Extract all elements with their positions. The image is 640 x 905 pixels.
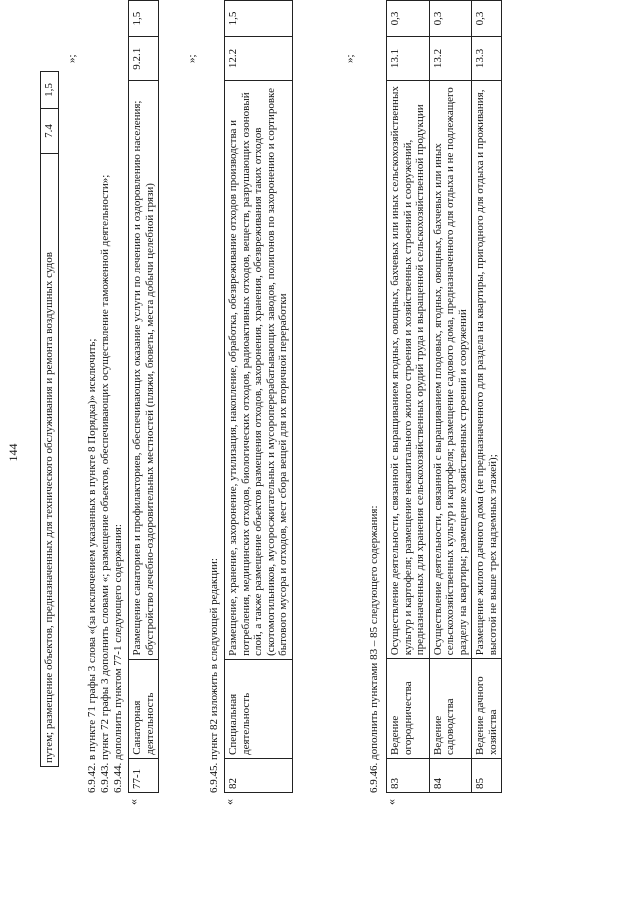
table-row bbox=[387, 1, 430, 793]
row-value: 1,5 bbox=[41, 72, 59, 109]
table-row bbox=[225, 1, 293, 793]
table-row bbox=[429, 1, 472, 793]
closing-quote: »; bbox=[66, 54, 78, 63]
row-name: Ведение садоводства bbox=[429, 659, 472, 759]
table-row bbox=[41, 72, 59, 767]
table-row bbox=[472, 1, 502, 793]
row-number: 83 bbox=[387, 759, 430, 793]
row-description: Осуществление деятельности, связанной с выращиванием плодовых, ягодных, овощных, бахчевых или иных сельскохозяйственных культур и картофеля; размещение садового дома, предназначенного для отдыха и не подлежащего разделу на квартиры; размещение хозяйственных строений и сооружений bbox=[429, 81, 472, 659]
opening-quote: « bbox=[384, 799, 398, 805]
opening-quote: « bbox=[222, 799, 236, 805]
table-83-85 bbox=[386, 0, 502, 793]
row-value: 0,3 bbox=[472, 1, 502, 37]
row-value: 1,5 bbox=[129, 1, 159, 37]
row-code: 7.4 bbox=[41, 109, 59, 154]
row-number: 77-1 bbox=[129, 758, 159, 792]
table-continuation bbox=[40, 71, 59, 767]
row-code: 13.2 bbox=[429, 37, 472, 81]
row-number: 82 bbox=[225, 759, 293, 793]
closing-quote: »; bbox=[186, 54, 198, 63]
table-82 bbox=[224, 0, 293, 793]
row-description: Осуществление деятельности, связанной с выращиванием ягодных, овощных, бахчевых или иных сельскохозяйственных культур и картофеля; размещение некапитального жилого строения и хозяйственных строений и сооружений, предназначенных для хранения сельскохозяйственных орудий труда и выращенной сельскохозяйственной продукции bbox=[387, 81, 430, 659]
row-description: путем; размещение объектов, предназначенных для технического обслуживания и ремонта воздушных судов bbox=[41, 154, 59, 767]
row-code: 12.2 bbox=[225, 37, 293, 81]
table-row bbox=[129, 1, 159, 793]
paragraph-6-9-42: 6.9.42. в пункте 71 графы 3 слова «(за исключением указанных в пункте 8 Порядка)» исключить; bbox=[86, 338, 98, 793]
closing-quote: »; bbox=[344, 54, 356, 63]
paragraph-6-9-45: 6.9.45. пункт 82 изложить в следующей редакции: bbox=[208, 558, 220, 793]
row-name: Ведение огородничества bbox=[387, 659, 430, 759]
row-value: 1,5 bbox=[225, 1, 293, 37]
row-name: Ведение дачного хозяйства bbox=[472, 659, 502, 759]
paragraph-6-9-46: 6.9.46. дополнить пунктами 83 – 85 следующего содержания: bbox=[368, 505, 380, 793]
row-code: 13.1 bbox=[387, 37, 430, 81]
row-name: Специальная деятельность bbox=[225, 659, 293, 758]
row-number: 85 bbox=[472, 759, 502, 793]
row-description: Размещение жилого дачного дома (не предназначенного для раздела на квартиры, пригодного для отдыха и проживания, высотой не выше трех надземных этажей); bbox=[472, 81, 502, 659]
row-value: 0,3 bbox=[387, 1, 430, 37]
table-77-1 bbox=[128, 0, 159, 793]
row-code: 9.2.1 bbox=[129, 37, 159, 81]
row-value: 0,3 bbox=[429, 1, 472, 37]
row-number: 84 bbox=[429, 759, 472, 793]
paragraph-6-9-43: 6.9.43. пункт 72 графы 3 дополнить словами «; размещение объектов, обеспечивающих осуществление таможенной деятельности»; bbox=[99, 174, 111, 793]
opening-quote: « bbox=[126, 799, 140, 805]
row-description: Размещение, хранение, захоронение, утилизация, накопление, обработка, обезвреживание отходов производства и потребления, медицинских отходов, биологических отходов, радиоактивных отходов, веществ, разрушающих озоновый слой, а также размещение объектов размещения отходов, захоронения, хранения, обезвреживания таких отходов (скотомогильников, мусоросжигательных и мусороперерабатывающих заводов, полигонов по захоронению и сортировке бытового мусора и отходов, мест сбора вещей для их вторичной переработки bbox=[225, 80, 293, 659]
page-number: 144 bbox=[6, 443, 20, 462]
row-name: Санаторная деятельность bbox=[129, 659, 159, 758]
row-code: 13.3 bbox=[472, 37, 502, 81]
paragraph-6-9-44: 6.9.44. дополнить пунктом 77-1 следующего содержания: bbox=[112, 524, 124, 793]
row-description: Размещение санаториев и профилакториев, обеспечивающих оказание услуги по лечению и оздоровлению населения; обустройство лечебно-оздоровительных местностей (пляжи, бюветы, места добычи целебной грязи) bbox=[129, 81, 159, 659]
